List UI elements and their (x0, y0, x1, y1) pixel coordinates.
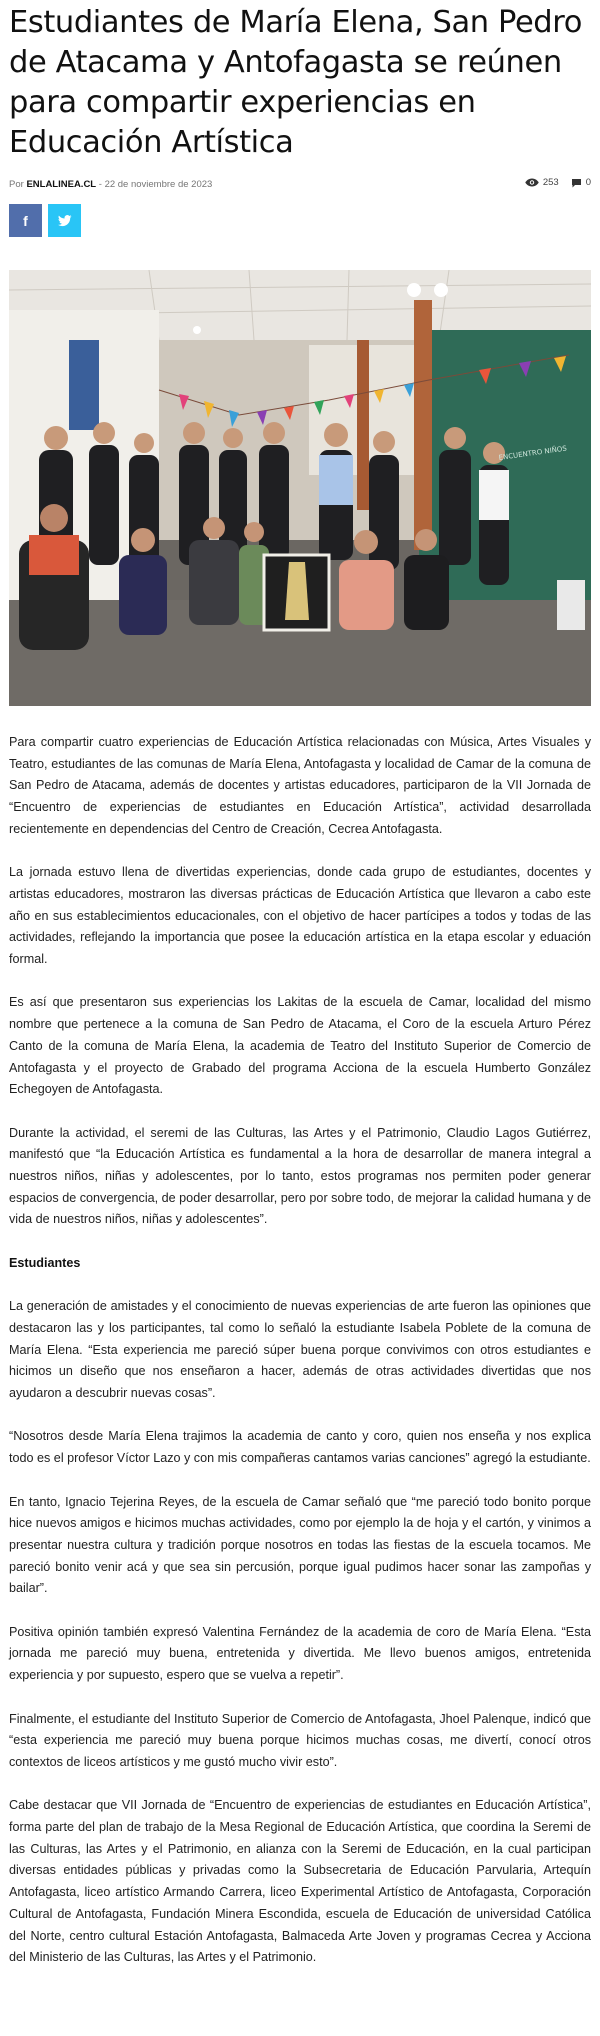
comments-count: 0 (585, 177, 591, 188)
byline (9, 179, 212, 190)
comment-icon (571, 178, 582, 188)
paragraph: La generación de amistades y el conocimiento de nuevas experiencias de arte fueron las opiniones que destacaron las y los participantes, tal como lo señaló la estudiante Isabela Poblete de la comuna de María Elena. “Esta experiencia me pareció súper buena porque convivimos con otros estudiantes e hicimos un diseño que nos enseñaron a hacer, además de otras actividades divertidas que nos ayudaron a descubrir nuevas cosas”. (9, 1299, 591, 1401)
paragraph: Es así que presentaron sus experiencias los Lakitas de la escuela de Camar, localidad del mismo nombre que pertenece a la comuna de San Pedro de Atacama, el Coro de la escuela Arturo Pérez Canto de la comuna de María Elena, la academia de Teatro del Instituto Superior de Comercio de Antofagasta y el proyecto de Grabado del programa Acciona de la escuela Humberto González Echegoyen de Antofagasta. (9, 995, 591, 1097)
twitter-icon (58, 215, 72, 227)
paragraph: En tanto, Ignacio Tejerina Reyes, de la escuela de Camar señaló que “me pareció todo bonito porque hice nuevos amigos e hicimos muchas actividades, como por ejemplo la de hoja y el cartón, y vinimos a presentar nuestra cultura y tradición porque nosotros en todas las fiestas de la escuela tocamos. Me pareció bonito venir acá y que sea sin percusión, porque igual pudimos hacer sonar las zampoñas y bailar”. (9, 1494, 591, 1596)
facebook-share-button[interactable] (9, 204, 42, 237)
meta-separator: - (98, 179, 102, 190)
group-photo-illustration (9, 270, 591, 706)
views-stat (525, 177, 559, 188)
publish-date: 22 de noviembre de 2023 (104, 179, 213, 190)
paragraph: “Nosotros desde María Elena trajimos la academia de canto y coro, quien nos enseña y nos explica todo es el profesor Víctor Lazo y con mis compañeras cantamos varias canciones” agregó la estudiante. (9, 1429, 591, 1466)
by-label: Por (9, 179, 24, 190)
article-title: Estudiantes de María Elena, San Pedro de Atacama y Antofagasta se reúnen para compartir experiencias en Educación Artística (9, 5, 582, 160)
paragraph: Finalmente, el estudiante del Instituto Superior de Comercio de Antofagasta, Jhoel Palenque, indicó que “esta experiencia me pareció muy buena porque hicimos muchas cosas, me divertí, conocí otros contextos de liceos artísticos y me gustó mucho vivir esto”. (9, 1711, 591, 1769)
article-photo (9, 270, 591, 706)
author-link[interactable]: ENLALINEA.CL (26, 179, 97, 190)
article-meta (9, 171, 591, 197)
paragraph: Cabe destacar que VII Jornada de “Encuentro de experiencias de estudiantes en Educación Artística”, forma parte del plan de trabajo de la Mesa Regional de Educación Artística, que coordina la Seremi de las Culturas, las Artes y el Patrimonio, en alianza con la Seremi de Educación, en la cual participan diversas entidades públicas y privadas como la Subsecretaria de Educación Parvularia, Artequín Antofagasta, liceo artístico Armando Carrera, liceo Experimental Artístico de Antofagasta, Corporación Cultural de Antofagasta, Fundación Minera Escondida, escuela de Educación de universidad Católica del Norte, centro cultural Estación Antofagasta, Balmaceda Arte Joven y programas Cecrea y Acciona del Ministerio de las Culturas, las Artes y el Patrimonio. (9, 1798, 591, 1965)
share-buttons (9, 204, 591, 237)
article (9, 0, 591, 1991)
twitter-share-button[interactable] (48, 204, 81, 237)
comments-stat[interactable] (571, 177, 591, 188)
article-stats (525, 177, 591, 188)
section-heading: Estudiantes (9, 1255, 81, 1270)
paragraph: La jornada estuvo llena de divertidas experiencias, donde cada grupo de estudiantes, docentes y artistas educadores, mostraron las diversas prácticas de Educación Artística que llevaron a cabo este año en sus establecimientos educacionales, con el objetivo de hacer partícipes a todos y todas de las actividades, reflejando la importancia que posee la educación artística en la etapa escolar y eduación formal. (9, 865, 591, 967)
photo-sign-text: ENCUENTRO NIÑOS (498, 444, 568, 462)
paragraph: Para compartir cuatro experiencias de Educación Artística relacionadas con Música, Artes Visuales y Teatro, estudiantes de las comunas de María Elena, Antofagasta y localidad de Camar de la comuna de San Pedro de Atacama, además de docentes y artistas educadores, participaron de la VII Jornada de “Encuentro de experiencias de estudiantes en Educación Artística”, actividad desarrollada recientemente en dependencias del Centro de Creación, Cecrea Antofagasta. (9, 735, 591, 836)
facebook-icon: f (23, 212, 28, 229)
views-count: 253 (542, 177, 559, 188)
paragraph: Durante la actividad, el seremi de las Culturas, las Artes y el Patrimonio, Claudio Lagos Gutiérrez, manifestó que “la Educación Artística es fundamental a la hora de desarrollar de manera integral a nuestros niños, niñas y adolescentes, por lo tanto, estos programas nos permiten poder generar espacios de convergencia, de poder desarrollar, pero por sobre todo, de mejorar la calidad humana y de vida de nuestros niños, niñas y adolescentes”. (9, 1125, 591, 1227)
eye-icon (525, 178, 539, 187)
article-body (9, 732, 591, 1969)
paragraph: Positiva opinión también expresó Valentina Fernández de la academia de coro de María Elena. “Esta jornada me pareció muy buena, entretenida y divertida. Me llevo buenos amigos, entretenida experiencia y por supuesto, espero que se vuelva a repetir”. (9, 1624, 591, 1683)
